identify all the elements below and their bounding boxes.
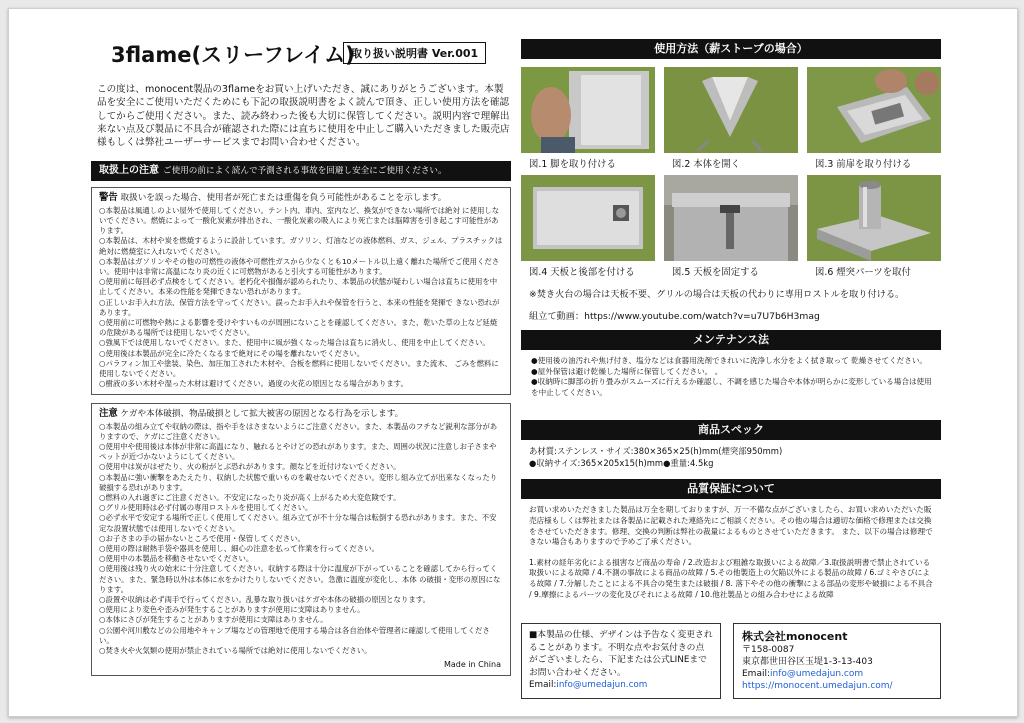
company-address: 東京都世田谷区玉堤1-3-13-403 [742,657,873,667]
caution-item: ○グリル使用時は必ず付属の専用ロストルを使用してください。 [99,503,313,513]
figure-1-caption: 図.1 脚を取り付ける [529,159,616,170]
handling-subtitle: ご使用の前によく読んで予測される事故を回避し安全にご使用ください。 [163,166,447,177]
caution-item: ○使用中や使用後は本体が非常に高温になり、触れるとやけどの恐れがあります。また、周囲の状況に注意しお子さまやペットが近づかないようにしてください。 [99,441,497,462]
warning-list [99,206,503,390]
company-email-link[interactable]: info@umedajun.com [770,669,864,679]
notice-email-label: Email: [529,680,557,691]
company-name: 株式会社monocent [742,630,848,643]
figure-1 [521,67,655,175]
handling-bar [91,161,511,181]
maintenance-item: ●収納時に脚部の折り畳みがスムーズに行えるか確認し、不調を感じた場合や本体が明らかに変形している場合は使用を中止してください。 [531,377,932,397]
warning-item: ○使用前に可燃物や熱による影響を受けやすいものが周囲にないことを確認してください。また、乾いた草の上など延焼の危険がある場所では使用しないでください。 [99,317,498,338]
warning-item: ○樹液の多い木材や湿った木材は避けてください。過度の火花の原因となる場合があります。 [99,379,408,389]
maintenance-list [521,350,941,398]
manual-version-badge: 取り扱い説明書 Ver.001 [343,42,486,64]
caution-item: ○本体にさびが発生することがありますが使用に支障はありません。 [99,615,328,625]
caution-item: ○燃料の入れ過ぎにご注意ください。不安定になったり炎が高く上がるため大変危険です。 [99,492,401,502]
warning-label: 警告 [99,192,118,204]
maintenance-item: ●使用後の油汚れや焦げ付き、塩分などは食器用洗剤できれいに洗浄し水分をよく拭き取って 乾燥させてください。 [531,356,928,365]
caution-header [99,409,503,419]
warning-item: ○本製品は、木材や炭を燃焼するように設計しています。ガソリン、灯油などの液体燃料、ガス、ジェル、プラスチックは絶対に燃焼室に入れないでください。 [99,236,503,256]
spec-line-2: ●収納サイズ:365×205x15(h)mm●重量:4.5kg [529,458,714,469]
caution-label: 注意 [99,408,118,420]
figure-3-photo [807,67,941,153]
figure-5 [664,175,798,283]
spec-block [521,440,941,469]
made-in-label: Made in China [443,660,501,670]
warning-text: 取扱いを誤った場合、使用者が死亡または重傷を負う可能性があることを示します。 [120,193,447,204]
company-email-label: Email: [742,669,771,679]
warranty-bar: 品質保証について [521,479,941,499]
caution-item: ○使用の際は耐熱手袋や器具を使用し、細心の注意を払って作業を行ってください。 [99,543,379,553]
spec-line-1: あ材質:ステンレス・サイズ:380×365×25(h)mm(煙突部950mm) [529,446,783,457]
right-column [521,39,941,600]
manual-sheet [8,8,1018,717]
caution-item: ○本製品に強い衝撃をあたえたり、収納した状態で重いものを載せないでください。変形し組み立てが出来なくなったり破損する恐れがあります。 [99,472,498,492]
figure-6-photo [807,175,941,261]
caution-item: ○本製品の組み立てや収納の際は、指や手をはさまないようにご注意ください。また、本製品のフチなど鋭利な部分がありますので、ケガにご注意ください。 [99,421,498,441]
notice-box [521,623,721,699]
company-box [733,623,941,699]
figure-4 [521,175,655,283]
caution-text: ケガや本体破損、物品破損として拡大被害の原因となる行為を示します。 [120,409,404,420]
handling-title: 取扱上の注意 [99,165,159,177]
figure-5-caption: 図.5 天板を固定する [672,267,759,278]
figure-6 [807,175,941,283]
assembly-video-link[interactable]: 組立て動画：https://www.youtube.com/watch?v=u7U7b6H3mag [529,311,820,322]
warning-item: ○パラフィン加工や塗装、染色、加圧加工された木材や、合板を燃料に使用しないでください。また流木、 ごみを燃料に使用しないでください。 [99,358,499,378]
intro-paragraph: この度は、monocent製品の3flameをお買い上げいただき、誠にありがとうございます。本製品を安全にご使用いただくためにも下記の取扱説明書をよく読んで頂き、正しい使用方法を確認してからご使用ください。また、読み終わった後も大切に保管してください。説明内容で理解出来ない点及び製品に不具合が確認された際には直ちに使用を中止しご購入いただきました販売店 様もしくは弊社ユーザーサービスまでお問い合わせください。 [97,84,510,149]
warranty-block [521,499,941,600]
warranty-paragraph-1: お買い求めいただきました製品は万全を期しておりますが、万一不備な点がございましたら、お買い求めいただいた販売店様もしくは弊社または各製品に記載された連絡先にご相談ください。その他の場合は適切な価格で修理または交換をさせていただきます。修理、交換の判断は弊社の裁量によるものとさせていただきます。 また、以下の場合は修理できない場合もありますので予めご了承ください。 [529,505,933,547]
warranty-paragraph-2: 1.素材の経年劣化による損害など商品の寿命 / 2.改造および粗雑な取扱いによる故障／3.取扱説明書で禁止されている取扱いによる故障 / 4.不測の事故による商品の故障 / 5.その他製造上の欠陥以外による製品の故障 / 6.ゴミやさびによる故障 / 7.分解したことによる不具合の発生または破損 / 8. 落下やその他の衝撃による部品の変形や破損による不具合 / 9.摩擦によるパーツの変化及びそれによる故障 / 10.他社製品との組み合わせによる故障 [529,557,933,599]
figure-4-caption: 図.4 天板と後部を付ける [529,267,635,278]
figure-2 [664,67,798,175]
warning-header [99,193,503,203]
warning-box [91,187,511,395]
caution-box [91,403,511,676]
footer [521,623,941,699]
left-column [91,39,511,676]
caution-item: ○使用中の本製品を移動させないでください。 [99,554,254,564]
caution-item: ○設置や収納は必ず両手で行ってください。乱暴な取り扱いはケガや本体の破損の原因となります。 [99,595,430,604]
company-website-link[interactable]: https://monocent.umedajun.com/ [742,681,893,691]
warning-item: ○本製品はガソリンやその他の可燃性の液体や可燃性ガスから少なくとも10メートル以上遠く離れた場所でご使用ください。使用中は非常に高温になり炎の近くに可燃物があると引火する可能性があります。 [99,256,500,276]
caution-list [99,422,503,657]
maintenance-item: ●屋外保管は避け乾燥した場所に保管してください。 。 [531,366,723,376]
usage-note: ※焚き火台の場合は天板不要、グリルの場合は天板の代わりに専用ロストルを取り付ける。 [529,289,905,300]
caution-item: ○公園や河川敷などの公用地やキャンプ場などの管理地で使用する場合は各自治体や管理者に確認して使用してください。 [99,625,490,645]
warning-item: ○使用前に毎回必ず点検をしてください。老朽化や損傷が認められたり、本製品の状態が疑わしい場合は直ちに使用を中止してください。本来の性能を発揮できない恐れがあります。 [99,277,498,297]
figure-2-photo [664,67,798,153]
spec-bar: 商品スペック [521,420,941,440]
figure-1-photo [521,67,655,153]
caution-item: ○お子さまの手の届かないところで使用・保管してください。 [99,533,305,543]
postal-code: 〒158-0087 [742,645,795,655]
figure-3 [807,67,941,175]
figure-2-caption: 図.2 本体を開く [672,159,741,170]
figure-4-photo [521,175,655,261]
figure-5-photo [664,175,798,261]
caution-item: ○使用により変色や歪みが発生することがありますが使用に支障はありません。 [99,605,365,615]
product-title: 3flame(スリーフレイム) [111,43,355,67]
warning-item: ○使用後は本製品が完全に冷たくなるまで絶対にその場を離れないでください。 [99,348,365,358]
warning-item: ○強風下では使用しないでください。また、使用中に風が強くなった場合は直ちに消火し、使用を中止してください。 [99,338,490,348]
warning-item: ○本製品は風通しのよい屋外で使用してください。テント内、車内、室内など、換気ができない場所では絶対 に使用しないでください。燃焼によって一酸化炭素が排出され、一酸化炭素の吸入により死亡または脳障害を引き起こす可能性があります。 [99,205,500,236]
company-email-row [742,668,932,680]
usage-bar: 使用方法（薪ストーブの場合） [521,39,941,59]
maintenance-bar: メンテナンス法 [521,330,941,350]
title-row [91,39,511,69]
caution-item: ○焚き火や火気類の使用が禁止されている場所では絶対に使用しないでください。 [99,646,372,656]
caution-item: ○使用後は残り火の始末に十分注意してください。収納する際は十分に温度が下がっていることを確認してから行ってください。また、緊急時以外は本体に水をかけたりしないでください。急激に温度が変化し、本体 の破損・変形の原因になります。 [99,564,501,594]
figure-3-caption: 図.3 前扉を取り付ける [815,159,912,170]
notice-email-row [529,679,713,692]
figure-6-caption: 図.6 煙突パーツを取付 [815,267,911,278]
notice-email-link[interactable]: info@umedajun.com [556,680,648,691]
caution-item: ○使用中は炭がはぜたり、火の粉がとぶ恐れがあります。顔などを近付けないでください。 [99,462,401,472]
warning-item: ○正しいお手入れ方法、保管方法を守ってください。誤ったお手入れや保管を行うと、本来の性能を発揮で きない恐れがあります。 [99,297,500,317]
notice-text: ■本製品の仕様、デザインは予告なく変更されることがあります。不明な点やお気付きの点がございましたら、下記または公式LINEまでお問い合わせください。 [529,630,713,678]
assembly-figures [521,67,941,283]
caution-item: ○必ず水平で安定する場所で正しく使用してください。組み立てが不十分な場合は転倒する恐れがあります。また、不安定な設置状態では使用しないでください。 [99,513,497,533]
